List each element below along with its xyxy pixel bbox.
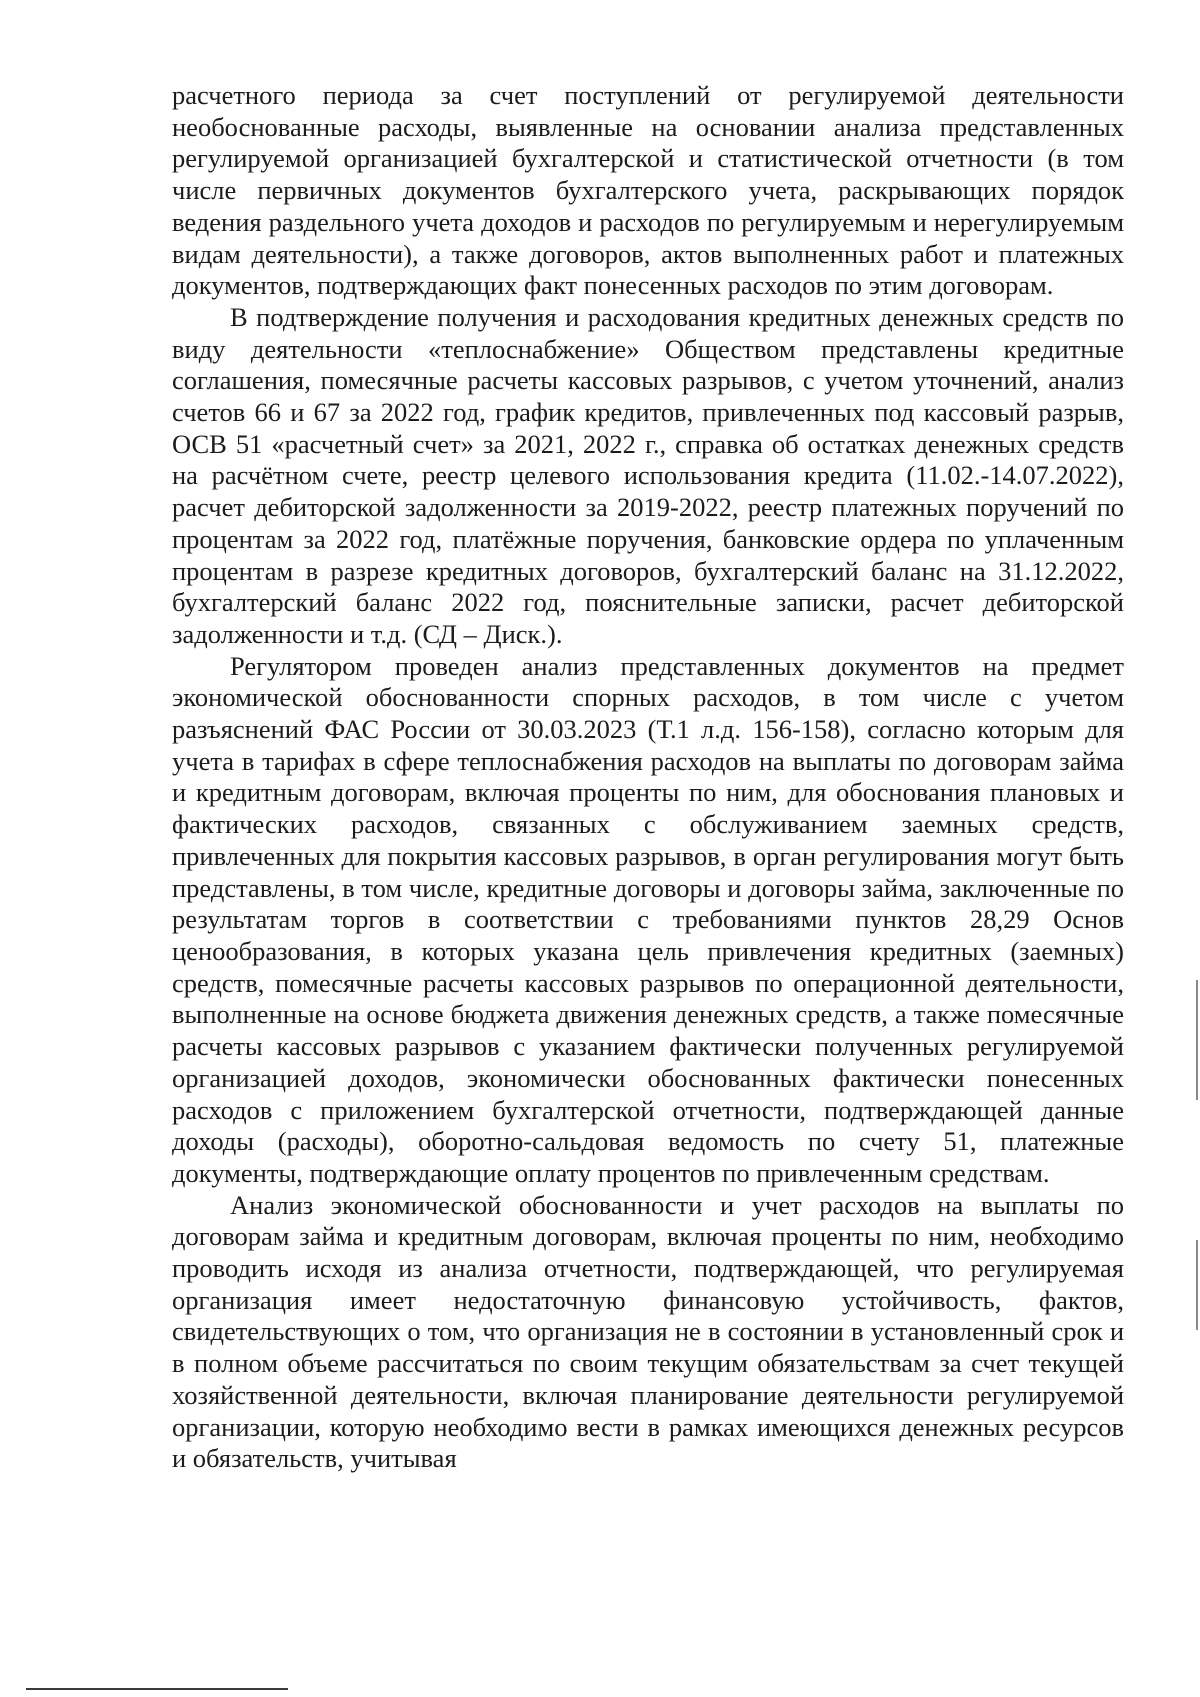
scan-edge-mark [1196,980,1198,1100]
paragraph-continuation: расчетного периода за счет поступлений от регулируемой деятельности необоснованные расходы, выявленные на основании анализа представленных регулируемой организацией бухгалтерской и статистической отчетности (в том числе первичных документов бухгалтерского учета, раскрывающих порядок ведения раздельного учета доходов и расходов по регулируемым и нерегулируемым видам деятельности), а также договоров, актов выполненных работ и платежных документов, подтверждающих факт понесенных расходов по этим договорам. [172,80,1124,301]
paragraph-regulator-analysis: Регулятором проведен анализ представленных документов на предмет экономической обоснованности спорных расходов, в том числе с учетом разъяснений ФАС России от 30.03.2023 (Т.1 л.д. 156-158), согласно которым для учета в тарифах в сфере теплоснабжения расходов на выплаты по договорам займа и кредитным договорам, включая проценты по ним, для обоснования плановых и фактических расходов, связанных с обслуживанием заемных средств, привлеченных для покрытия кассовых разрывов, в орган регулирования могут быть представлены, в том числе, кредитные договоры и договоры займа, заключенные по результатам торгов в соответствии с требованиями пунктов 28,29 Основ ценообразования, в которых указана цель привлечения кредитных (заемных) средств, помесячные расчеты кассовых разрывов по операционной деятельности, выполненные на основе бюджета движения денежных средств, а также помесячные расчеты кассовых разрывов с указанием фактически полученных регулируемой организацией доходов, экономически обоснованных фактически понесенных расходов с приложением бухгалтерской отчетности, подтверждающей данные доходы (расходы), оборотно-сальдовая ведомость по счету 51, платежные документы, подтверждающие оплату процентов по привлеченным средствам. [172,650,1124,1188]
scan-artifact-line [26,1688,288,1690]
scan-edge-mark [1196,1240,1198,1330]
paragraph-economic-justification: Анализ экономической обоснованности и учет расходов на выплаты по договорам займа и кредитным договорам, включая проценты по ним, необходимо проводить исходя из анализа отчетности, подтверждающей, что регулируемая организация имеет недостаточную финансовую устойчивость, фактов, свидетельствующих о том, что организация не в состоянии в установленный срок и в полном объеме рассчитаться по своим текущим обязательствам за счет текущей хозяйственной деятельности, включая планирование деятельности регулируемой организации, которую необходимо вести в рамках имеющихся денежных ресурсов и обязательств, учитывая [172,1189,1124,1474]
document-body [172,80,1124,1475]
paragraph-evidence-submitted: В подтверждение получения и расходования кредитных денежных средств по виду деятельности «теплоснабжение» Обществом представлены кредитные соглашения, помесячные расчеты кассовых разрывов, с учетом уточнений, анализ счетов 66 и 67 за 2022 год, график кредитов, привлеченных под кассовый разрыв, ОСВ 51 «расчетный счет» за 2021, 2022 г., справка об остатках денежных средств на расчётном счете, реестр целевого использования кредита (11.02.-14.07.2022), расчет дебиторской задолженности за 2019-2022, реестр платежных поручений по процентам за 2022 год, платёжные поручения, банковские ордера по уплаченным процентам в разрезе кредитных договоров, бухгалтерский баланс на 31.12.2022, бухгалтерский баланс 2022 год, пояснительные записки, расчет дебиторской задолженности и т.д. (СД – Диск.). [172,301,1124,649]
